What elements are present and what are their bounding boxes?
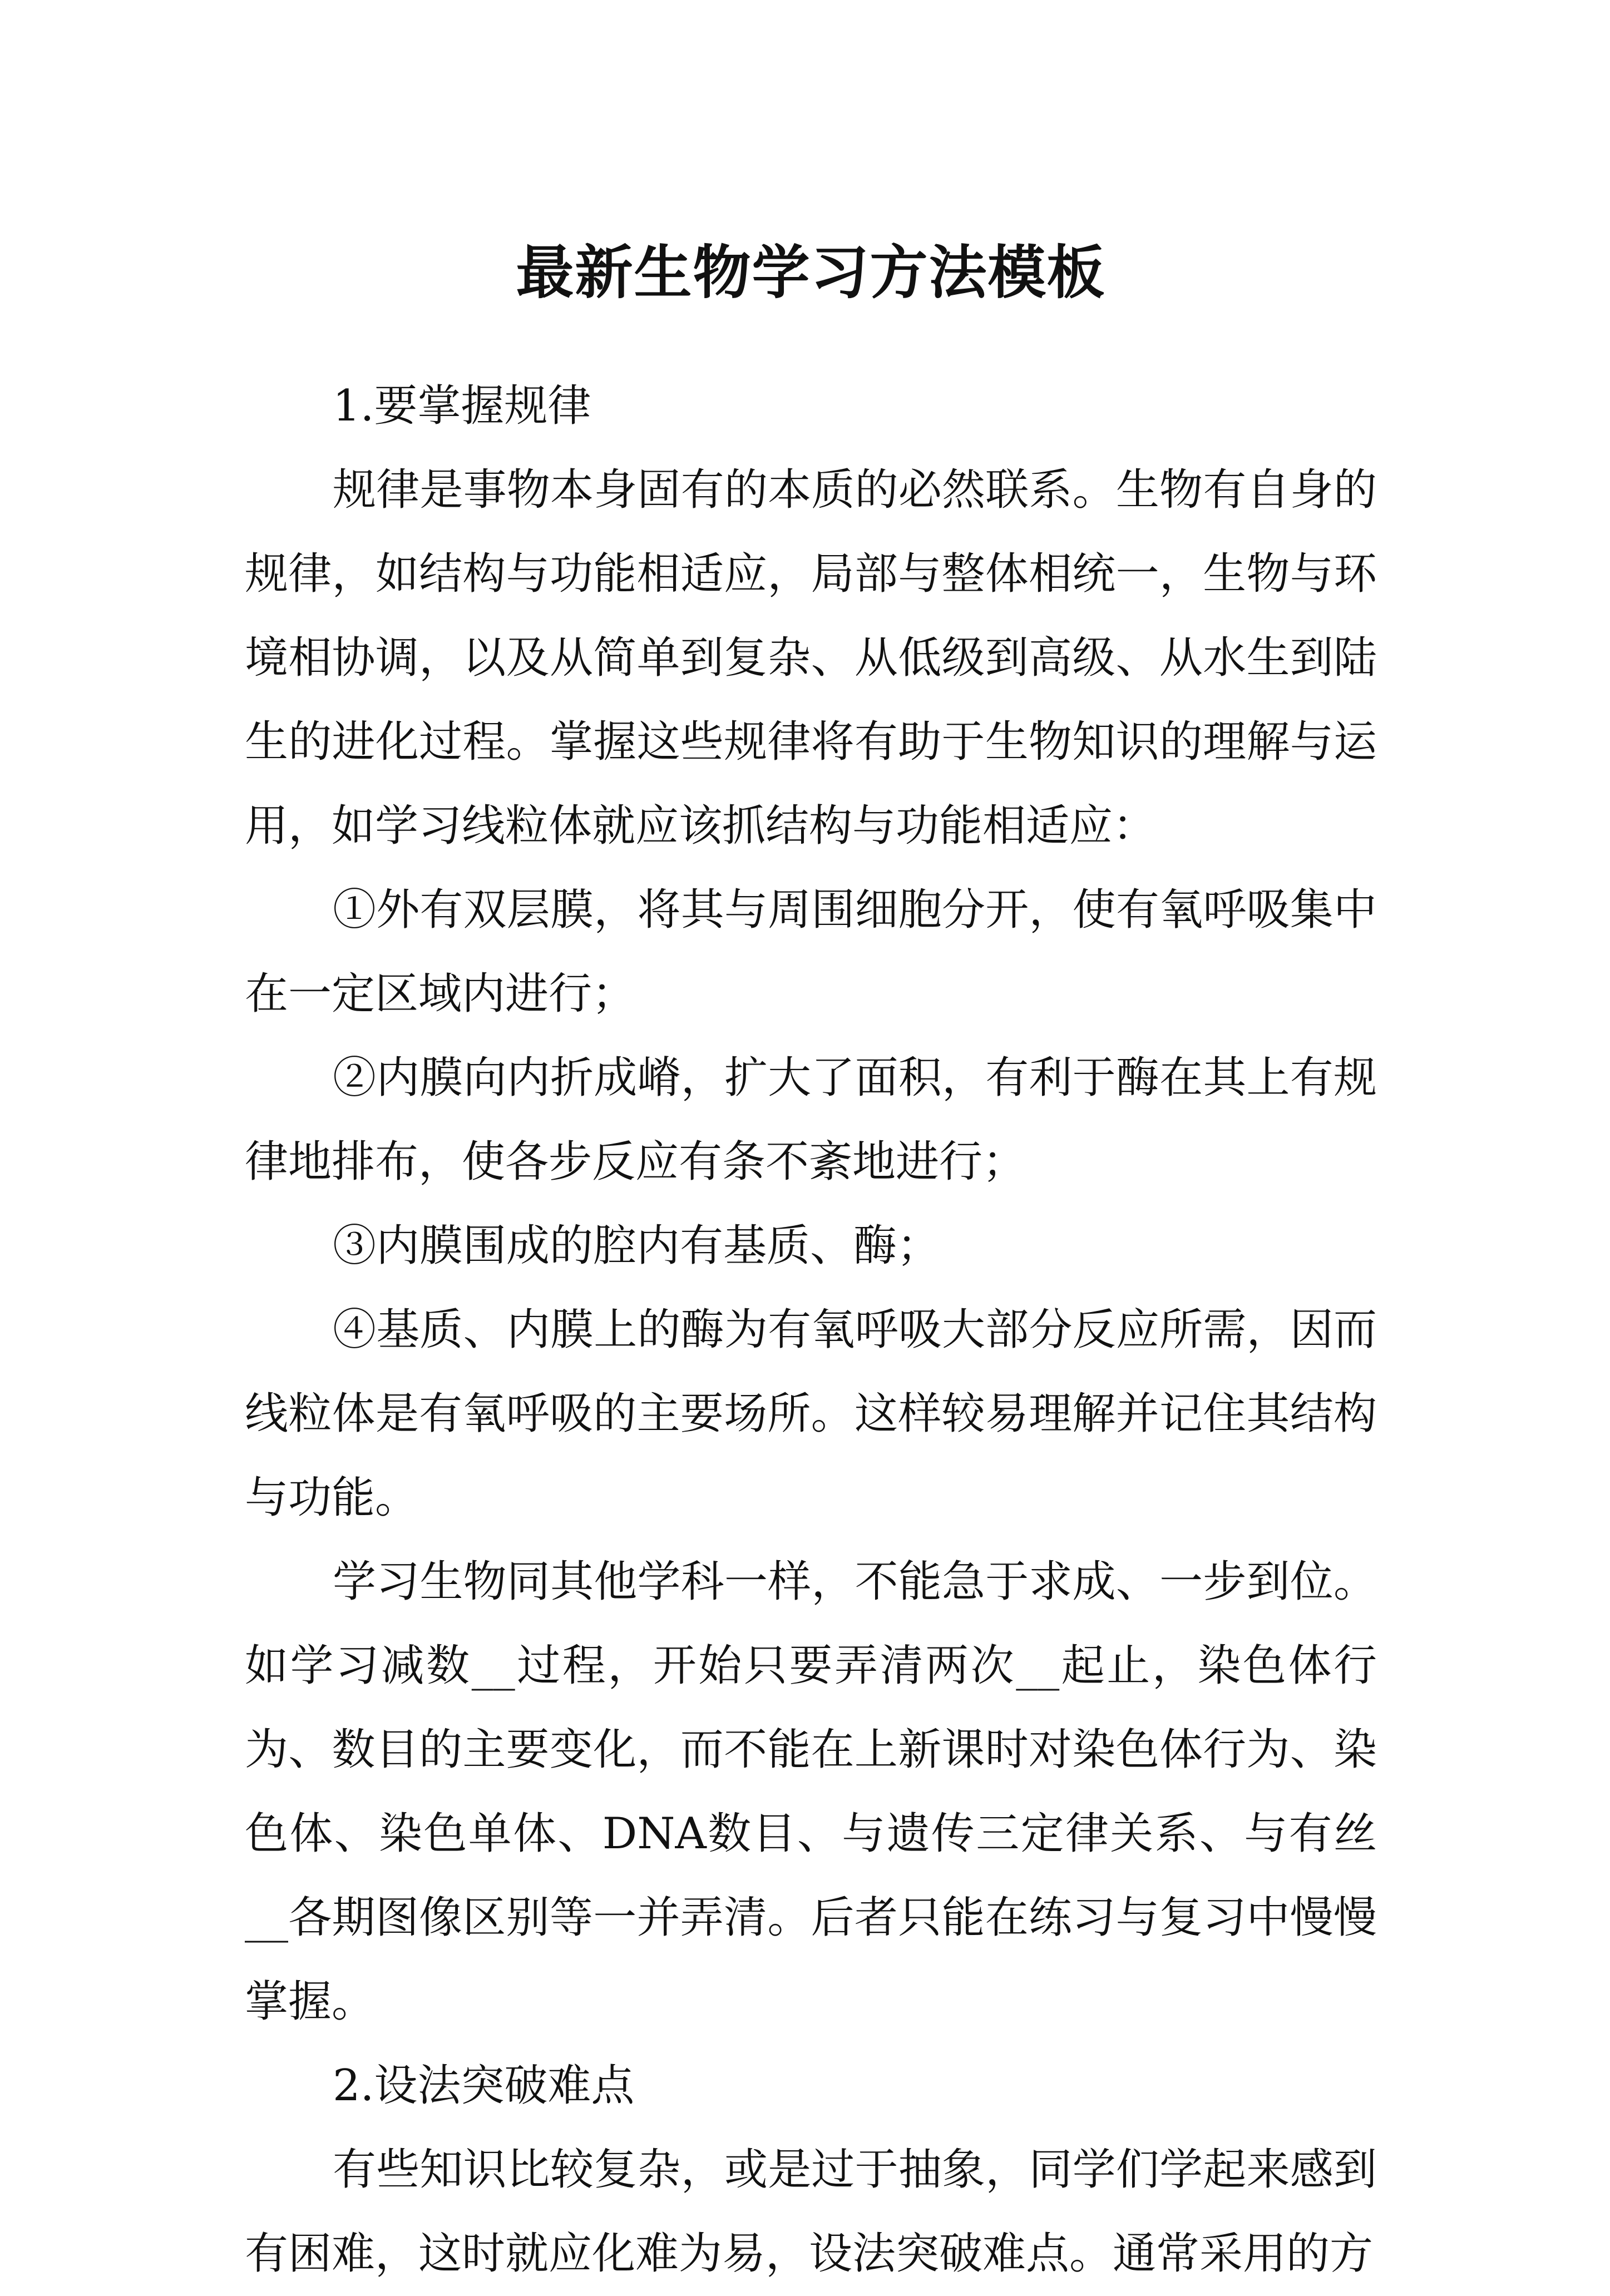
document-title: 最新生物学习方法模板 [516,237,1106,306]
document-page [245,0,1377,2277]
section-heading-2: 2.设法突破难点 [333,2061,635,2111]
paragraph-laws: 规律是事物本身固有的本质的必然联系。生物有自身的规律，如结构与功能相适应，局部与整体相统一，生物与环境相协调，以及从简单到复杂、从低级到高级、从水生到陆生的进化过程。掌握这些规律将有助于生物知识的理解与运用，如学习线粒体就应该抓结构与功能相适应： [245,465,1377,851]
document-body [245,364,1377,2296]
paragraph-point-3: ③内膜围成的腔内有基质、酶； [333,1221,941,1271]
paragraph-meiosis: 学习生物同其他学科一样，不能急于求成、一步到位。如学习减数__过程，开始只要弄清两次__起止，染色体行为、数目的主要变化，而不能在上新课时对染色体行为、染色体、染色单体、DNA数目、与遗传三定律关系、与有丝__各期图像区别等一并弄清。后者只能在练习与复习中慢慢掌握。 [245,1557,1377,2027]
paragraph-difficulties: 有些知识比较复杂，或是过于抽象，同学们学起来感到有困难，这时就应化难为易，设法突破难点。通常采用的方 [245,2145,1377,2279]
paragraph-point-4: ④基质、内膜上的酶为有氧呼吸大部分反应所需，因而线粒体是有氧呼吸的主要场所。这样较易理解并记住其结构与功能。 [245,1305,1377,1523]
section-heading-1: 1.要掌握规律 [333,381,591,431]
paragraph-point-2: ②内膜向内折成嵴，扩大了面积，有利于酶在其上有规律地排布，使各步反应有条不紊地进行； [245,1053,1377,1187]
paragraph-point-1: ①外有双层膜，将其与周围细胞分开，使有氧呼吸集中在一定区域内进行； [245,885,1377,1019]
